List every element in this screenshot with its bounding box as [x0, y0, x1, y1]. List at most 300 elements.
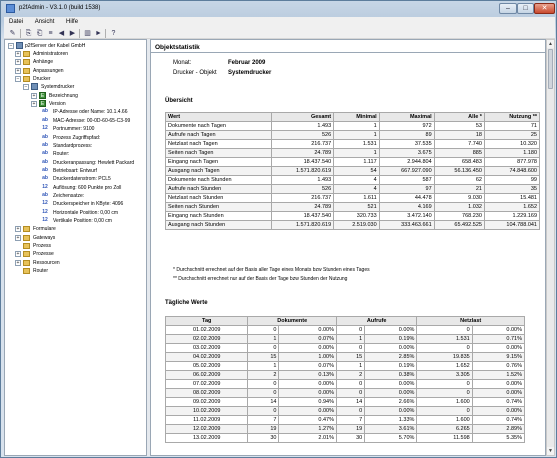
table-cell: 30	[248, 434, 279, 443]
table-cell: 1	[334, 122, 380, 131]
table-cell: 0	[417, 389, 472, 398]
table-cell: 1.180	[484, 149, 539, 158]
menu-hilfe[interactable]: Hilfe	[66, 19, 79, 25]
table-cell: Aufrufe nach Tagen	[166, 131, 272, 140]
object-label: Drucker - Objekt	[173, 70, 217, 76]
table-row	[166, 203, 540, 212]
table-cell: 1	[248, 362, 279, 371]
tree-item-label: Druckeranpassung: Hewlett Packard	[53, 159, 135, 166]
table-cell: Ausgang nach Tagen	[166, 167, 272, 176]
expand-icon[interactable]: +	[32, 92, 36, 99]
table-cell: 07.02.2009	[166, 380, 248, 389]
table-row	[166, 371, 525, 380]
table-cell: 3.675	[379, 149, 434, 158]
table-cell: 15	[248, 353, 279, 362]
table-cell: 09.02.2009	[166, 398, 248, 407]
table-cell: 7	[248, 416, 279, 425]
table-row	[166, 326, 525, 335]
table-cell: 11.598	[417, 434, 472, 443]
expand-icon[interactable]: +	[16, 59, 20, 66]
paste-icon[interactable]: ⎗	[36, 30, 43, 37]
table-cell: 30	[337, 434, 365, 443]
table-cell: 526	[272, 131, 334, 140]
table-cell: 0	[337, 407, 365, 416]
table-cell: 1	[248, 335, 279, 344]
table-cell: 0.19%	[365, 335, 417, 344]
table-cell: Eingang nach Stunden	[166, 212, 272, 221]
table-cell: Dokumente nach Stunden	[166, 176, 272, 185]
table-cell: 0	[248, 344, 279, 353]
table-cell: 0.00%	[472, 389, 524, 398]
table-cell: 0.74%	[472, 416, 524, 425]
table-cell: 1	[334, 131, 380, 140]
minimize-button[interactable]: –	[499, 3, 517, 14]
table-cell: 18.437.540	[272, 158, 334, 167]
toolbar	[4, 28, 555, 39]
table-cell: 19.835	[417, 353, 472, 362]
table-cell: 01.02.2009	[166, 326, 248, 335]
text-icon: ab	[42, 166, 48, 173]
table-cell: 3.61%	[365, 425, 417, 434]
folder-icon	[23, 251, 30, 257]
text-icon: ab	[42, 191, 48, 198]
table-cell: 6.265	[417, 425, 472, 434]
table-cell: 0.00%	[365, 344, 417, 353]
table-cell: 0.07%	[279, 335, 337, 344]
table-cell: 0	[417, 344, 472, 353]
table-row	[166, 434, 525, 443]
folder-icon	[23, 243, 30, 249]
column-header: Aufrufe	[337, 317, 417, 326]
table-cell: 667.927.090	[379, 167, 434, 176]
entry-icon: E	[40, 101, 45, 108]
table-cell: 19	[248, 425, 279, 434]
numeric-icon: 12	[42, 217, 48, 223]
tree-item-label: Auflösung: 600 Punkte pro Zoll	[53, 184, 122, 191]
table-row	[166, 344, 525, 353]
properties-icon[interactable]: ≡	[48, 30, 53, 37]
table-cell: Netzlast nach Stunden	[166, 194, 272, 203]
table-row	[166, 221, 540, 230]
table-cell: 1.571.820.619	[272, 167, 334, 176]
table-cell: 216.737	[272, 140, 334, 149]
table-row	[166, 158, 540, 167]
table-cell: Seiten nach Tagen	[166, 149, 272, 158]
tree-item-label: Horizontale Position: 0,00 cm	[53, 209, 119, 216]
menu-datei[interactable]: Datei	[9, 19, 24, 25]
numeric-icon: 12	[42, 183, 48, 190]
table-cell: 1	[334, 149, 380, 158]
table-cell: 1.33%	[365, 416, 417, 425]
table-cell: 62	[434, 176, 484, 185]
table-cell: 10.02.2009	[166, 407, 248, 416]
table-cell: 320.733	[334, 212, 380, 221]
table-cell: 877.978	[484, 158, 539, 167]
table-cell: Eingang nach Tagen	[166, 158, 272, 167]
table-cell: 0.00%	[365, 380, 417, 389]
tree-item-label: Betriebsart: Entwurf	[53, 167, 97, 174]
table-cell: 2.944.804	[379, 158, 434, 167]
table-cell: 19	[337, 425, 365, 434]
table-row	[166, 407, 525, 416]
tree-item-label: Anpassungen	[33, 67, 64, 74]
table-cell: 7.740	[434, 140, 484, 149]
table-cell: 0.07%	[279, 362, 337, 371]
table-cell: 0.00%	[472, 380, 524, 389]
folder-icon	[23, 51, 30, 57]
table-cell: 5.35%	[472, 434, 524, 443]
table-cell: 587	[379, 176, 434, 185]
table-cell: 658.483	[434, 158, 484, 167]
table-cell: 4	[334, 185, 380, 194]
expand-icon[interactable]: +	[16, 259, 20, 266]
table-cell: 521	[334, 203, 380, 212]
table-cell: 1.00%	[279, 353, 337, 362]
table-cell: 1.531	[417, 335, 472, 344]
table-cell: Dokumente nach Tagen	[166, 122, 272, 131]
table-row	[166, 212, 540, 221]
table-cell: 2.66%	[365, 398, 417, 407]
table-cell: Ausgang nach Stunden	[166, 221, 272, 230]
overview-table	[165, 112, 540, 230]
tree-item-label: Router:	[53, 151, 70, 158]
forward-icon[interactable]: ▶	[69, 30, 76, 37]
table-cell: 0.13%	[279, 371, 337, 380]
table-cell: 71	[484, 122, 539, 131]
table-cell: 0.00%	[365, 326, 417, 335]
table-cell: 0	[337, 389, 365, 398]
folder-icon	[23, 76, 30, 82]
table-cell: 14	[337, 398, 365, 407]
table-cell: 0	[417, 407, 472, 416]
tree-item-label: Prozess	[33, 243, 52, 250]
table-cell: 3.472.140	[379, 212, 434, 221]
column-header: Tag	[166, 317, 248, 326]
page-title: Objektstatistik	[155, 44, 200, 51]
folder-icon	[23, 260, 30, 266]
table-cell: 1.600	[417, 416, 472, 425]
table-row	[166, 362, 525, 371]
table-cell: 1.652	[484, 203, 539, 212]
table-cell: 08.02.2009	[166, 389, 248, 398]
daily-heading: Tägliche Werte	[165, 300, 208, 306]
folder-icon	[23, 268, 30, 274]
tree-item-label: Zeichensatze:	[53, 192, 85, 199]
back-icon[interactable]: ◀	[58, 30, 65, 37]
tree-item-label: Formulare	[33, 226, 56, 233]
column-header: Minimal	[334, 113, 380, 122]
table-cell: 18.437.540	[272, 212, 334, 221]
table-row	[166, 353, 525, 362]
column-header: Wert	[166, 113, 272, 122]
scroll-up-icon[interactable]: ▲	[548, 41, 553, 47]
table-cell: 56.136.450	[434, 167, 484, 176]
text-icon: ab	[42, 108, 48, 115]
table-cell: 104.788.041	[484, 221, 539, 230]
table-cell: 0	[248, 389, 279, 398]
collapse-icon[interactable]: −	[24, 84, 28, 91]
tree-item-label: Prozesse	[33, 251, 54, 258]
tree-item-label: Portnummer: 9100	[53, 126, 95, 133]
table-row	[166, 122, 540, 131]
tree-item-label: Druckerdatenstrom: PCL5	[53, 176, 111, 183]
window-title: p2fAdmin - V3.1.0 (build 1538)	[19, 5, 101, 11]
menu-ansicht[interactable]: Ansicht	[34, 19, 55, 25]
table-cell: 768.230	[434, 212, 484, 221]
object-value: Systemdrucker	[228, 70, 272, 76]
tree-item-label: Anhänge	[33, 59, 54, 66]
tree-item-label: Version	[49, 101, 66, 108]
tree-item-label: Vertikale Position: 0,00 cm	[53, 218, 112, 224]
table-cell: 37.535	[379, 140, 434, 149]
expand-icon[interactable]: +	[16, 51, 20, 57]
footnote-all: * Durchschnitt errechnet auf der Basis aller Tage eines Monats bzw Stunden eines Tages	[173, 267, 370, 273]
table-cell: 9.15%	[472, 353, 524, 362]
table-cell: 11.02.2009	[166, 416, 248, 425]
column-header: Nutzung **	[484, 113, 539, 122]
table-cell: Netzlast nach Tagen	[166, 140, 272, 149]
table-cell: 2.85%	[365, 353, 417, 362]
table-cell: 1.229.169	[484, 212, 539, 221]
table-row	[166, 398, 525, 407]
month-value: Februar 2009	[228, 60, 266, 66]
tree-item-label: Drucker	[33, 76, 51, 83]
column-header: Gesamt	[272, 113, 334, 122]
table-cell: 03.02.2009	[166, 344, 248, 353]
table-cell: 25	[484, 131, 539, 140]
table-cell: 0	[417, 380, 472, 389]
text-icon: ab	[42, 133, 48, 140]
table-cell: 0.19%	[365, 362, 417, 371]
entry-icon: E	[40, 92, 45, 99]
numeric-icon: 12	[42, 200, 48, 207]
server-icon	[16, 42, 23, 49]
table-row	[166, 131, 540, 140]
table-row	[166, 380, 525, 389]
table-cell: 0.00%	[365, 389, 417, 398]
table-cell: 1.27%	[279, 425, 337, 434]
table-cell: 1.531	[334, 140, 380, 149]
table-cell: 0.00%	[279, 326, 337, 335]
table-cell: 18	[434, 131, 484, 140]
table-cell: 0.00%	[279, 407, 337, 416]
overview-heading: Übersicht	[165, 98, 193, 104]
table-cell: Seiten nach Stunden	[166, 203, 272, 212]
tree-item-label: IP-Adresse oder Name: 10.1.4.66	[53, 109, 128, 116]
table-cell: 13.02.2009	[166, 434, 248, 443]
table-cell: 526	[272, 185, 334, 194]
table-cell: 12.02.2009	[166, 425, 248, 434]
scroll-thumb[interactable]	[548, 49, 553, 89]
table-cell: 2.519.030	[334, 221, 380, 230]
table-cell: 89	[379, 131, 434, 140]
object-tree[interactable]: − p2fServer der Kabel GmbH + Administratoren + Anhänge + Anpassungen − Drucker − Systemdrucker + E Bezeichnung + E Version ab IP-Adresse oder Name: 10.1.4.66 ab MAC-Adresse: 00-0D-60-65-C3-99 12 Portnummer: 9100 ab Prozess Zugriffspfad: ab Standardprozess: ab Router: ab Druckeranpassung: Hewlett Packard ab Betriebsart: Entwurf ab Druckerdatenstrom: PCL5 12 Auflösung: 600 Punkte pro Zoll ab Zeichensatze: 12 Druckerspeicher in KByte: 4096 12 Horizontale Position: 0,00 cm 12 Vertikale Position: 0,00 cm + Formulare + Gateways Prozess + Prozesse + Ressourcen Router	[4, 39, 147, 456]
table-row	[166, 416, 525, 425]
table-cell: 54	[334, 167, 380, 176]
table-cell: 216.737	[272, 194, 334, 203]
table-cell: 0.38%	[365, 371, 417, 380]
table-row	[166, 335, 525, 344]
table-cell: 0.00%	[279, 380, 337, 389]
close-button[interactable]: ✕	[534, 3, 555, 14]
tree-item-label: Prozess Zugriffspfad:	[53, 134, 101, 141]
table-cell: 5.70%	[365, 434, 417, 443]
tree-item-label: Gateways	[33, 234, 56, 241]
tree-item-label: Router	[33, 268, 49, 275]
table-cell: 1.032	[434, 203, 484, 212]
table-row	[166, 149, 540, 158]
help-icon[interactable]: ?	[111, 30, 116, 37]
table-cell: 0.47%	[279, 416, 337, 425]
table-cell: 04.02.2009	[166, 353, 248, 362]
table-cell: 65.492.525	[434, 221, 484, 230]
folder-icon	[23, 59, 30, 65]
table-cell: 885	[434, 149, 484, 158]
table-cell: 0.94%	[279, 398, 337, 407]
text-icon: ab	[42, 141, 48, 148]
table-cell: 2	[337, 371, 365, 380]
text-icon: ab	[42, 158, 48, 165]
table-cell: 0.00%	[472, 326, 524, 335]
table-cell: 7	[337, 416, 365, 425]
column-header: Alle *	[434, 113, 484, 122]
table-cell: 24.789	[272, 203, 334, 212]
table-cell: 97	[379, 185, 434, 194]
table-cell: 15	[337, 353, 365, 362]
expand-icon[interactable]: +	[16, 226, 20, 233]
table-cell: 0	[337, 344, 365, 353]
copy-icon[interactable]: ⎘	[25, 30, 32, 37]
tree-item-label: Administratoren	[33, 51, 69, 57]
app-icon	[6, 4, 15, 13]
text-icon: ab	[42, 150, 48, 157]
table-cell: 1	[337, 362, 365, 371]
table-cell: 1.493	[272, 176, 334, 185]
folder-icon	[23, 235, 30, 241]
column-header: Maximal	[379, 113, 434, 122]
run-icon[interactable]: ►	[95, 30, 102, 37]
table-cell: 972	[379, 122, 434, 131]
table-cell: 05.02.2009	[166, 362, 248, 371]
table-cell: 0	[417, 326, 472, 335]
folder-icon	[23, 226, 30, 232]
table-cell: 35	[484, 185, 539, 194]
expand-icon[interactable]: +	[16, 234, 20, 241]
table-cell: 21	[434, 185, 484, 194]
table-row	[166, 425, 525, 434]
table-cell: 1.652	[417, 362, 472, 371]
table-cell: 0.74%	[472, 398, 524, 407]
table-cell: 0	[248, 380, 279, 389]
title-bar[interactable]	[1, 1, 556, 16]
table-cell: 14	[248, 398, 279, 407]
table-cell: 02.02.2009	[166, 335, 248, 344]
text-icon: ab	[42, 175, 48, 182]
table-cell: 99	[484, 176, 539, 185]
table-cell: 1	[337, 335, 365, 344]
table-cell: 2.89%	[472, 425, 524, 434]
table-row	[166, 194, 540, 203]
table-cell: 333.463.661	[379, 221, 434, 230]
numeric-icon: 12	[42, 125, 48, 132]
edit-icon[interactable]: ✎	[9, 30, 16, 37]
statistics-view	[150, 39, 546, 456]
table-cell: 4.169	[379, 203, 434, 212]
table-cell: 1.600	[417, 398, 472, 407]
menu-bar	[4, 17, 555, 28]
table-cell: 24.789	[272, 149, 334, 158]
scroll-down-icon[interactable]: ▼	[548, 448, 553, 454]
table-cell: 0.00%	[472, 407, 524, 416]
table-row	[166, 167, 540, 176]
expand-icon[interactable]: +	[32, 101, 36, 108]
table-cell: 0.00%	[279, 389, 337, 398]
table-cell: Aufrufe nach Stunden	[166, 185, 272, 194]
printer-icon	[31, 83, 38, 90]
table-cell: 0	[337, 326, 365, 335]
table-cell: 53	[434, 122, 484, 131]
table-row	[166, 176, 540, 185]
tree-item-label: Druckerspeicher in KByte: 4096	[53, 201, 124, 208]
table-cell: 74.848.600	[484, 167, 539, 176]
vertical-scrollbar[interactable]	[546, 39, 555, 456]
expand-icon[interactable]: +	[16, 251, 20, 258]
column-header: Netzlast	[417, 317, 525, 326]
tree-item-label: MAC-Adresse: 00-0D-60-65-C3-99	[53, 117, 131, 124]
table-cell: 0.76%	[472, 362, 524, 371]
table-row	[166, 389, 525, 398]
folder-icon	[23, 68, 30, 74]
text-icon: ab	[42, 116, 48, 123]
tree-item-label: Ressourcen	[33, 259, 60, 266]
table-cell: 1.117	[334, 158, 380, 167]
statistics-icon[interactable]: ▥	[84, 30, 91, 37]
column-header: Dokumente	[248, 317, 337, 326]
table-cell: 0	[337, 380, 365, 389]
expand-icon[interactable]: +	[16, 67, 20, 74]
footnote-usage: ** Durchschnitt errechnet nur auf der Basis der Tage bzw Stunden der Nutzung	[173, 276, 348, 282]
tree-item-label: Systemdrucker	[41, 84, 75, 91]
table-cell: 2.01%	[279, 434, 337, 443]
table-cell: 2	[248, 371, 279, 380]
table-row	[166, 140, 540, 149]
table-cell: 0	[248, 326, 279, 335]
table-cell: 44.478	[379, 194, 434, 203]
table-cell: 9.030	[434, 194, 484, 203]
table-cell: 1.611	[334, 194, 380, 203]
collapse-icon[interactable]: −	[16, 76, 20, 83]
daily-table	[165, 316, 525, 443]
table-row	[166, 185, 540, 194]
tree-item-label: Standardprozess:	[53, 142, 93, 149]
tree-item-label: Bezeichnung	[49, 92, 78, 99]
table-cell: 0.00%	[472, 344, 524, 353]
table-cell: 1.493	[272, 122, 334, 131]
table-cell: 15.481	[484, 194, 539, 203]
table-cell: 3.305	[417, 371, 472, 380]
table-cell: 1.52%	[472, 371, 524, 380]
numeric-icon: 12	[42, 208, 48, 215]
maximize-button[interactable]: □	[517, 3, 534, 14]
table-cell: 0.71%	[472, 335, 524, 344]
table-cell: 4	[334, 176, 380, 185]
table-cell: 06.02.2009	[166, 371, 248, 380]
table-cell: 0	[248, 407, 279, 416]
table-cell: 10.320	[484, 140, 539, 149]
table-cell: 0.00%	[279, 344, 337, 353]
month-label: Monat:	[173, 60, 192, 66]
table-cell: 0.00%	[365, 407, 417, 416]
